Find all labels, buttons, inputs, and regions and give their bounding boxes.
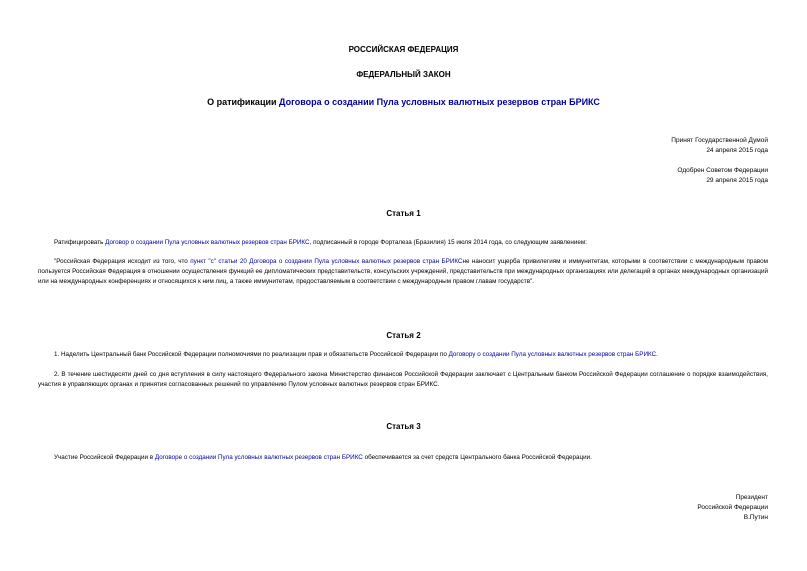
- signature-block: [697, 493, 768, 523]
- a1-p2-suffix: не наносит ущерба привилегиям и иммунитетам, которыми в соответствии с международным правом пользуется Российская Федерация в отношении осуществления функций ее дипломатических представительств, консульских учреждений, представительств при международных организациях или делегаций в органах международных организаций или на международных конференциях и относящихся к ним лиц, а также иммунитетам, предоставляемым в соответствии с международным правом главам государств".: [38, 258, 768, 285]
- a1-p1-prefix: Ратифицировать: [54, 239, 106, 246]
- law-type-heading: ФЕДЕРАЛЬНЫЙ ЗАКОН: [356, 70, 451, 79]
- a2-p1-prefix: 1. Наделить Центральный банк Российской Федерации полномочиями по реализации прав и обязательств Российской Федерации по: [54, 351, 449, 358]
- a1-p2-prefix: "Российская Федерация исходит из того, что: [54, 258, 191, 265]
- approved-line-1: Одобрен Советом Федерации: [677, 167, 768, 174]
- article-1-title: Статья 1: [386, 209, 421, 218]
- article-1-statement: [38, 257, 768, 287]
- law-title-prefix: О ратификации: [207, 97, 280, 107]
- treaty-link-a2-p1[interactable]: Договору о создании Пула условных валютных резервов стран БРИКС: [448, 351, 657, 358]
- adopted-line-1: Принят Государственной Думой: [671, 137, 768, 144]
- a2-p1-suffix: .: [656, 351, 658, 358]
- law-title: [0, 97, 807, 107]
- article-2-title: Статья 2: [386, 331, 421, 340]
- adopted-line-2: 24 апреля 2015 года: [706, 147, 768, 154]
- treaty-link-a1-p1[interactable]: Договор о создании Пула условных валютных резервов стран БРИКС: [105, 239, 310, 246]
- adopted-by-duma: [671, 136, 768, 156]
- a1-p1-suffix: , подписанный в городе Форталеза (Бразилия) 15 июля 2014 года, со следующим заявлением:: [309, 239, 587, 246]
- a3-p1-prefix: Участие Российской Федерации в: [54, 454, 155, 461]
- treaty-link-title[interactable]: Договора о создании Пула условных валютных резервов стран БРИКС: [279, 97, 600, 107]
- article-2-paragraph-2: 2. В течение шестидесяти дней со дня вступления в силу настоящего Федерального закона Министерство финансов Российской Федерации заключает с Центральным банком Российской Федерации соглашение о порядке взаимодействия, участия в управляющих органах и принятия согласованных решений по управлению Пулом условных валютных резервов стран БРИКС.: [38, 371, 768, 388]
- article-3-title: Статья 3: [386, 422, 421, 431]
- article-3-paragraph-1: [38, 453, 768, 463]
- approved-by-council: [677, 166, 768, 186]
- article-1-paragraph-1: [38, 238, 768, 248]
- article-2-paragraph-1: [38, 350, 768, 360]
- signature-line-2: Российской Федерации: [697, 504, 768, 511]
- signature-line-1: Президент: [735, 494, 768, 501]
- federation-heading: РОССИЙСКАЯ ФЕДЕРАЦИЯ: [348, 45, 459, 54]
- treaty-link-a1-p2[interactable]: пункт "c" статьи 20 Договора о создании Пула условных валютных резервов стран БРИКС: [190, 258, 463, 265]
- a3-p1-suffix: обеспечивается за счет средств Центрального банка Российской Федерации.: [362, 454, 592, 461]
- approved-line-2: 29 апреля 2015 года: [706, 177, 768, 184]
- treaty-link-a3-p1[interactable]: Договоре о создании Пула условных валютных резервов стран БРИКС: [154, 454, 363, 461]
- signature-line-3: В.Путин: [743, 514, 768, 521]
